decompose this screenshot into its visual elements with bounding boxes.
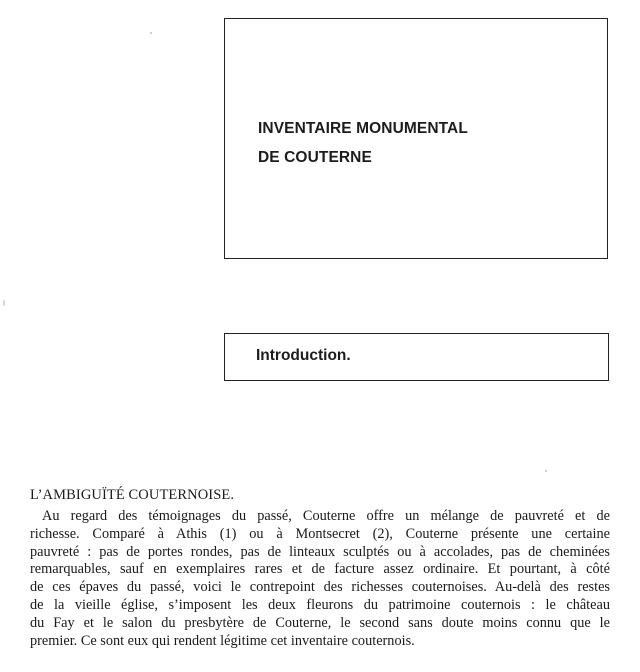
paragraph-line: remarquables, sauf en exemplaires rares et de facture assez ordinaire. Et pourtant, à côté <box>30 561 610 578</box>
paragraph-line: richesse. Comparé à Athis (1) ou à Montsecret (2), Couterne présente une certaine <box>30 525 610 542</box>
paragraph-line: du Fay et le salon du presbytère de Couterne, le second sans doute moins connu que le <box>30 614 610 631</box>
title-line-2: DE COUTERNE <box>258 149 372 166</box>
section-heading: L’AMBIGUÏTÉ COUTERNOISE. <box>30 487 235 503</box>
paper-speck <box>545 470 547 472</box>
title-line-1: INVENTAIRE MONUMENTAL <box>258 120 468 137</box>
paragraph-line: de ces épaves du passé, voici le contrepoint des richesses couternoises. Au-delà des restes <box>30 579 610 596</box>
paragraph-line: de la vieille église, s’imposent les deux fleurons du patrimoine couternois : le château <box>30 596 610 613</box>
paper-speck <box>150 32 152 34</box>
paper-speck <box>3 300 5 306</box>
title-box <box>224 18 608 259</box>
paragraph-line: pauvreté : pas de portes rondes, pas de linteaux sculptés ou à accolades, pas de cheminées <box>30 543 610 560</box>
introduction-box <box>224 333 609 381</box>
introduction-label: Introduction. <box>256 347 351 364</box>
paragraph-line: Au regard des témoignages du passé, Couterne offre un mélange de pauvreté et de <box>42 508 610 524</box>
paragraph-line: premier. Ce sont eux qui rendent légitime cet inventaire couternois. <box>30 632 415 649</box>
body-paragraph <box>30 508 610 650</box>
